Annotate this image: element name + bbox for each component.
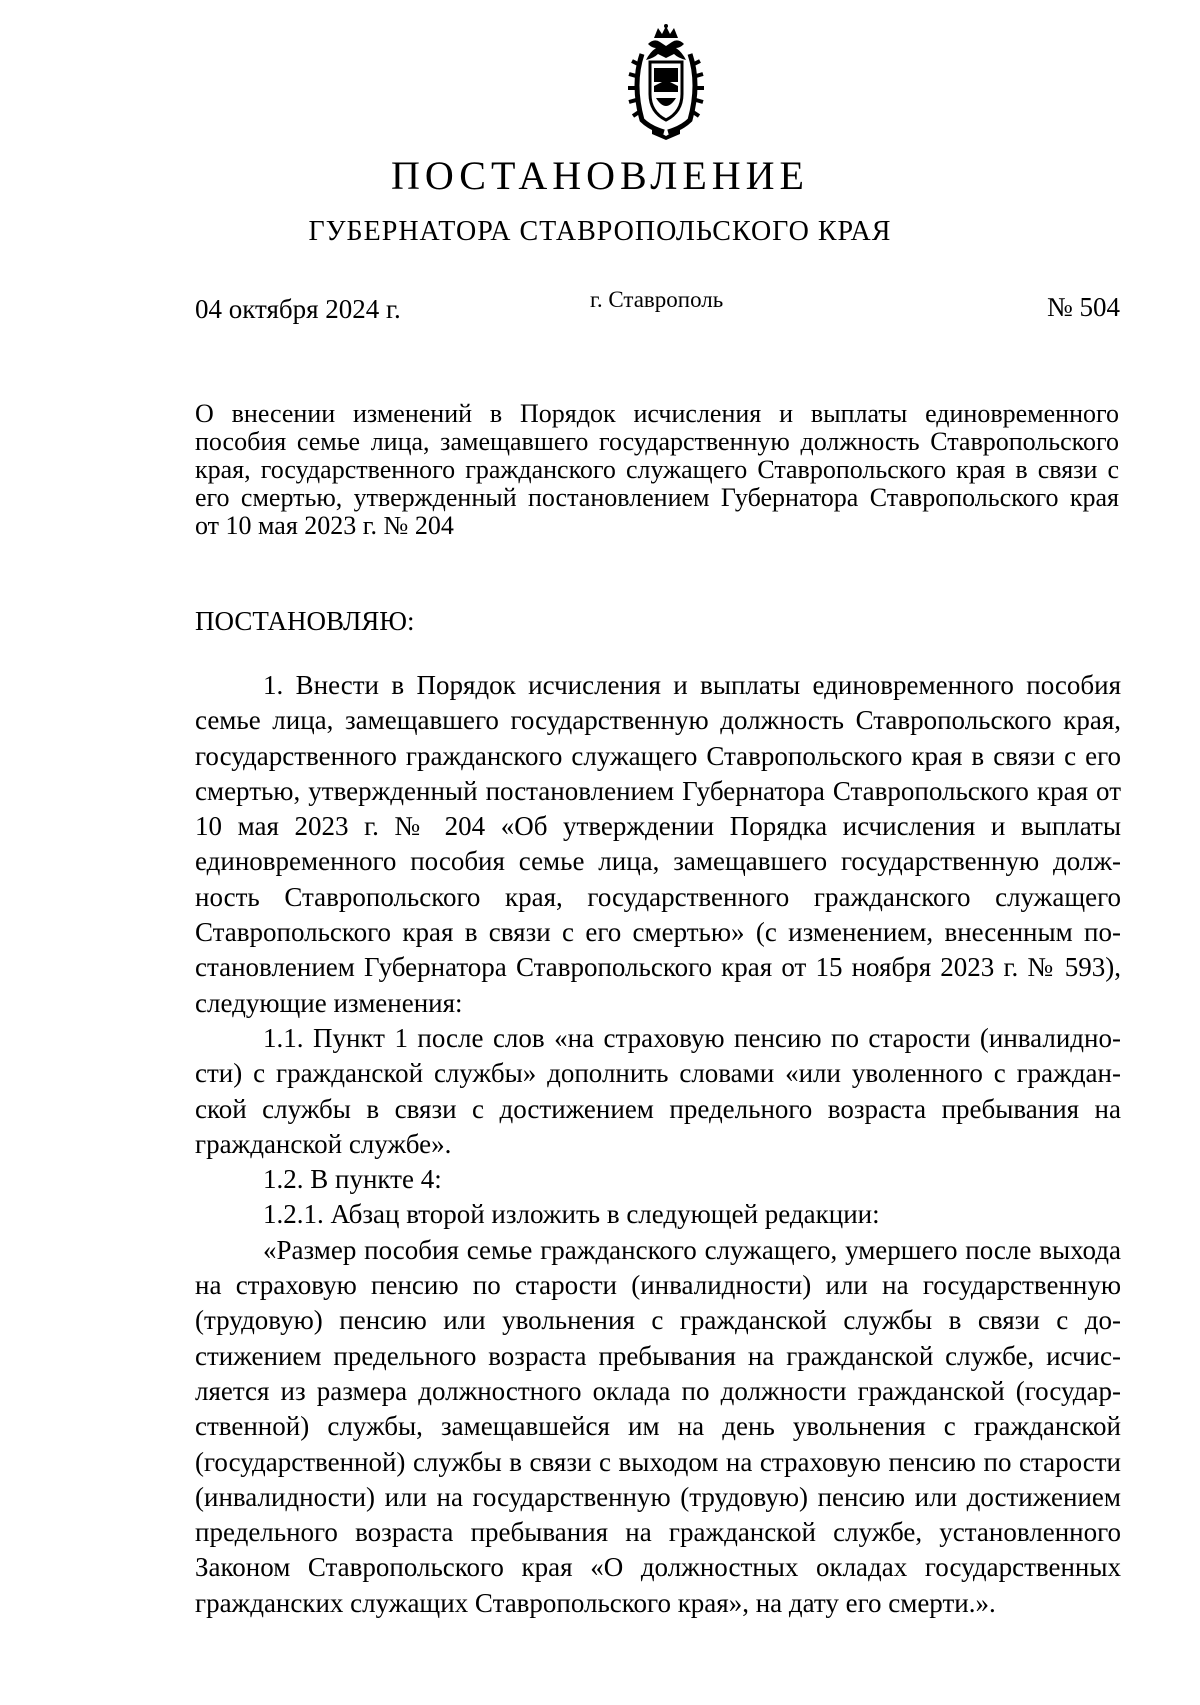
decree-word: ПОСТАНОВЛЯЮ: — [195, 606, 415, 636]
document-body — [195, 668, 1121, 1621]
document-type-title: ПОСТАНОВЛЕНИЕ — [391, 153, 809, 198]
document-subject: О внесении изменений в Порядок исчисления и выплаты единовременного пособия семье лица, замещавшего государственную должность Ставропольского края, государственного гражданского служащего Ставропольского края в связи с его смертью, утвержденный постановлением Губернатора Ставропольского края от 10 мая 2023 г. № 204 — [195, 399, 1119, 540]
document-city: г. Ставрополь — [590, 287, 724, 312]
document-date: 04 октября 2024 г. — [195, 294, 401, 324]
paragraph: 1.1. Пункт 1 после слов «на страховую пенсию по старости (инвалидности) с гражданской службы» дополнить словами «или уволенного с гражданской службы в связи с достижением предельного возраста пребывания на гражданской службе». — [195, 1022, 1121, 1159]
document-number: № 504 — [1046, 292, 1120, 322]
issuer-title: ГУБЕРНАТОРА СТАВРОПОЛЬСКОГО КРАЯ — [308, 216, 892, 247]
paragraph: 1. Внести в Порядок исчисления и выплаты единовременного пособия семье лица, замещавшего государственную должность Ставропольского края, государственного гражданского служащего Ставропольского края в связи с его смертью, утвержденный постановлением Губернатора Ставропольского края от 10 мая 2023 г. № 204 «Об утверждении Порядка исчисления и выплаты единовременного пособия семье лица, замещавшего государственную должность Ставропольского края, государственного гражданского служащего Ставропольского края в связи с его смертью» (с изменением, внесенным постановлением Губернатора Ставропольского края от 15 ноября 2023 г. № 593), следующие изменения: — [195, 670, 1121, 1018]
coat-of-arms-emblem — [624, 24, 708, 140]
paragraph: «Размер пособия семье гражданского служащего, умершего после выхода на страховую пенсию по старости (инвалидности) или на государственную (трудовую) пенсию или увольнения с гражданской службы в связи с достижением предельного возраста пребывания на гражданской службе, исчисляется из размера должностного оклада по должности гражданской (государственной) службы, замещавшейся им на день увольнения с гражданской (государственной) службы в связи с выходом на страховую пенсию по старости (инвалидности) или на государственную (трудовую) пенсию или достижением предельного возраста пребывания на гражданской службе, установленного Законом Ставропольского края «О должностных окладах государственных гражданских служащих Ставропольского края», на дату его смерти.». — [195, 1234, 1121, 1618]
paragraph: 1.2.1. Абзац второй изложить в следующей редакции: — [263, 1199, 880, 1230]
paragraph: 1.2. В пункте 4: — [263, 1164, 442, 1195]
